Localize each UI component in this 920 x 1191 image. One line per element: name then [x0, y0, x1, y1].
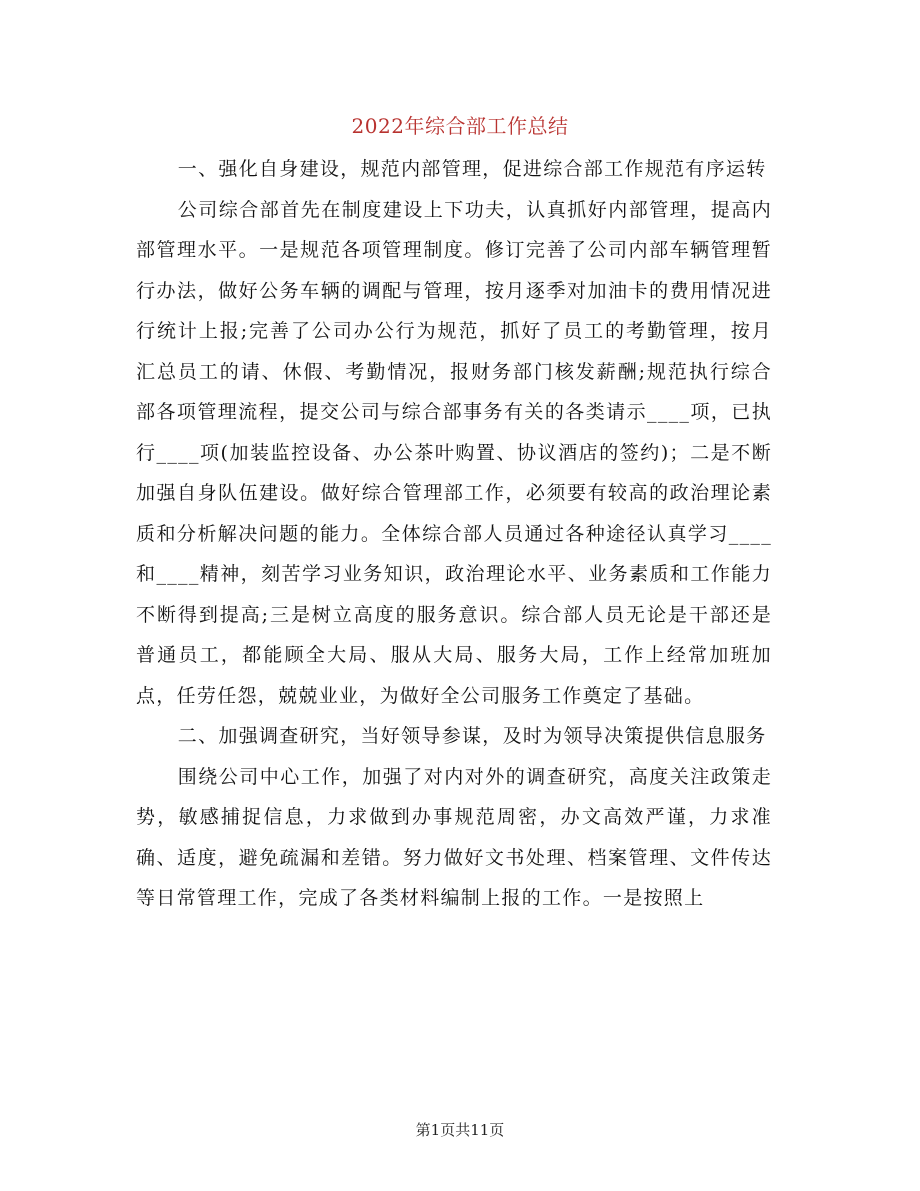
body-paragraph-1: 公司综合部首先在制度建设上下功夫，认真抓好内部管理，提高内部管理水平。一是规范各项管理制度。修订完善了公司内部车辆管理暂行办法，做好公务车辆的调配与管理，按月逐季对加油卡的费用情况进行统计上报;完善了公司办公行为规范，抓好了员工的考勤管理，按月汇总员工的请、休假、考勤情况，报财务部门核发薪酬;规范执行综合部各项管理流程，提交公司与综合部事务有关的各类请示____项，已执行____项(加装监控设备、办公茶叶购置、协议酒店的签约)；二是不断加强自身队伍建设。做好综合管理部工作，必须要有较高的政治理论素质和分析解决问题的能力。全体综合部人员通过各种途径认真学习____和____精神，刻苦学习业务知识，政治理论水平、业务素质和工作能力不断得到提高;三是树立高度的服务意识。综合部人员无论是干部还是普通员工，都能顾全大局、服从大局、服务大局，工作上经常加班加点，任劳任怨，兢兢业业，为做好全公司服务工作奠定了基础。 — [136, 198, 772, 707]
page-number-footer: 第1页共11页 — [415, 1121, 505, 1139]
section-heading-1: 一、强化自身建设，规范内部管理，促进综合部工作规范有序运转 — [177, 158, 767, 180]
document-body — [136, 149, 772, 919]
body-paragraph-2: 围绕公司中心工作，加强了对内对外的调查研究，高度关注政策走势，敏感捕捉信息，力求做到办事规范周密，办文高效严谨，力求准确、适度，避免疏漏和差错。努力做好文书处理、档案管理、文件传达等日常管理工作，完成了各类材料编制上报的工作。一是按照上 — [136, 765, 772, 909]
section-heading-2: 二、加强调查研究，当好领导参谋，及时为领导决策提供信息服务 — [177, 725, 767, 747]
document-title: 2022年综合部工作总结 — [351, 114, 569, 138]
